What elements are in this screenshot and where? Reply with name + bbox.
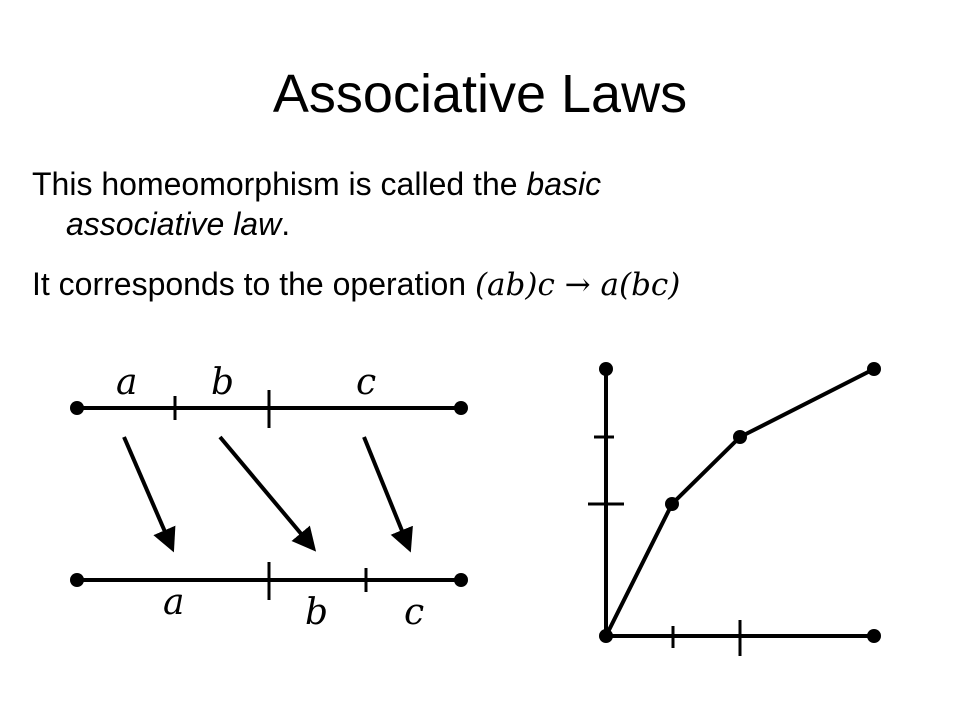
bottom-label-c: c — [404, 592, 425, 633]
top-label-a: a — [116, 362, 138, 403]
right-graph — [588, 362, 881, 656]
mapping-arrows — [124, 437, 409, 548]
slide-title: Associative Laws — [272, 64, 688, 124]
para1-start: This homeomorphism is called the — [32, 166, 527, 202]
graph-dot — [733, 430, 747, 444]
para1-emphasis-basic: basic — [526, 166, 602, 202]
top-label-c: c — [356, 362, 377, 403]
graph-dot — [665, 497, 679, 511]
graph-dot — [599, 362, 613, 376]
graph-dot — [867, 362, 881, 376]
arrow-a — [124, 437, 172, 548]
graph-dot — [867, 629, 881, 643]
piecewise-linear-map — [606, 369, 874, 636]
bottom-label-a: a — [163, 582, 185, 623]
graph-dot — [599, 629, 613, 643]
endpoint-dot — [454, 401, 468, 415]
arrow-c — [364, 437, 409, 548]
para2-text: It corresponds to the operation — [32, 266, 475, 302]
operation-formula: (ab)c → a(bc) — [474, 267, 681, 303]
endpoint-dot — [70, 401, 84, 415]
endpoint-dot — [454, 573, 468, 587]
top-label-b: b — [211, 362, 235, 403]
para1-end: . — [281, 206, 291, 242]
endpoint-dot — [70, 573, 84, 587]
bottom-label-b: b — [305, 592, 329, 633]
para1-emphasis-associative-law: associative law — [66, 206, 282, 242]
arrow-b — [220, 437, 313, 548]
